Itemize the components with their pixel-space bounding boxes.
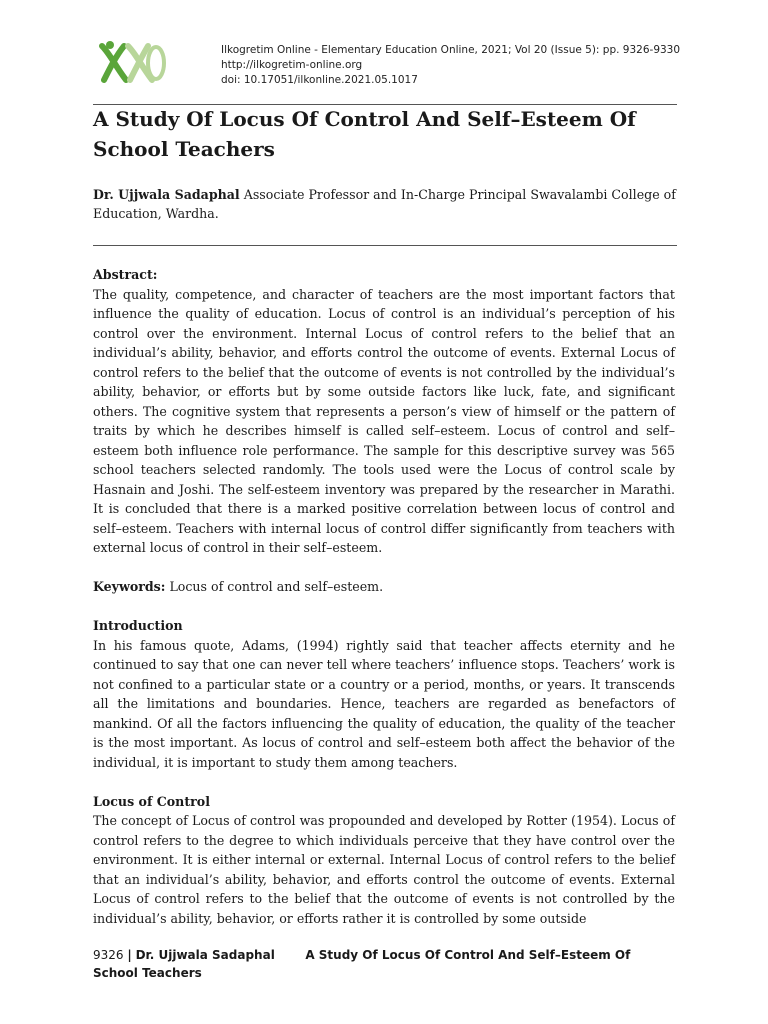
paper-title: A Study Of Locus Of Control And Self–Esteem Of School Teachers (93, 107, 636, 161)
footer-title: A Study Of Locus Of Control And Self–Esteem Of School Teachers (93, 948, 631, 980)
journal-citation: Ilkogretim Online - Elementary Education Online, 2021; Vol 20 (Issue 5): pp. 9326-9330 (221, 44, 681, 56)
journal-doi: doi: 10.17051/ilkonline.2021.05.1017 (221, 74, 418, 86)
author-name: Dr. Ujjwala Sadaphal (93, 187, 240, 202)
abstract-text: The quality, competence, and character of teachers are the most important factors that influence the quality of education. Locus of control is an individual’s perception of his control over the environment. Internal Locus of control refers to the belief that an individual’s ability, behavior, and efforts control the outcome of events. External Locus of control refers to the belief that the outcome of events is not controlled by the individual’s ability, behavior, or efforts but by some outside factors like luck, fate, and significant others. The cognitive system that represents a person’s view of himself or the pattern of traits by which he describes himself is called self–esteem. Locus of control and self–esteem both influence role performance. The sample for this descriptive survey was 565 school teachers selected randomly. The tools used were the Locus of control scale by Hasnain and Joshi. The self-esteem inventory was prepared by the researcher in Marathi. It is concluded that there is a marked positive correlation between locus of control and self–esteem. Teachers with internal locus of control differ significantly from teachers with external locus of control in their self–esteem. (93, 286, 675, 555)
keywords-label: Keywords: (93, 579, 166, 594)
abstract-heading: Abstract: (93, 267, 158, 282)
footer-separator: | (127, 948, 132, 962)
introduction-text: In his famous quote, Adams, (1994) rightly said that teacher affects eternity and he continued to say that one can never tell where teachers’ influence stops. Teachers’ work is not confined to a particular state or a country or a period, months, or years. It transcends all the limitations and boundaries. Hence, teachers are regarded as benefactors of mankind. Of all the factors influencing the quality of education, the quality of the teacher is the most important. As locus of control and self–esteem both affect the behavior of the individual, it is important to study them among teachers. (93, 637, 675, 770)
journal-logo-icon (96, 40, 168, 86)
paper-body (93, 265, 675, 928)
introduction-heading: Introduction (93, 618, 183, 633)
keywords-line (93, 577, 675, 597)
journal-url[interactable]: http://ilkogretim-online.org (221, 59, 363, 71)
journal-meta (221, 43, 680, 88)
locus-of-control-heading: Locus of Control (93, 793, 210, 809)
page-footer (93, 946, 675, 982)
keywords-text: Locus of control and self–esteem. (169, 579, 384, 594)
author-divider (93, 245, 677, 246)
footer-author: Dr. Ujjwala Sadaphal (135, 948, 275, 962)
locus-of-control-text: The concept of Locus of control was propounded and developed by Rotter (1954). Locus of control refers to the degree to which individuals perceive that they have control over the environment. It is either internal or external. Internal Locus of control refers to the belief that an individual’s ability, behavior, and efforts control the outcome of events. External Locus of control refers to the belief that the outcome of events is not controlled by the individual’s ability, behavior, or efforts rather it is controlled by some outside (93, 813, 675, 926)
author-block (93, 185, 683, 223)
page-number: 9326 (93, 948, 124, 962)
author-affiliation: Associate Professor and In-Charge Principal Swavalambi College of Education, Wardha. (93, 187, 676, 221)
